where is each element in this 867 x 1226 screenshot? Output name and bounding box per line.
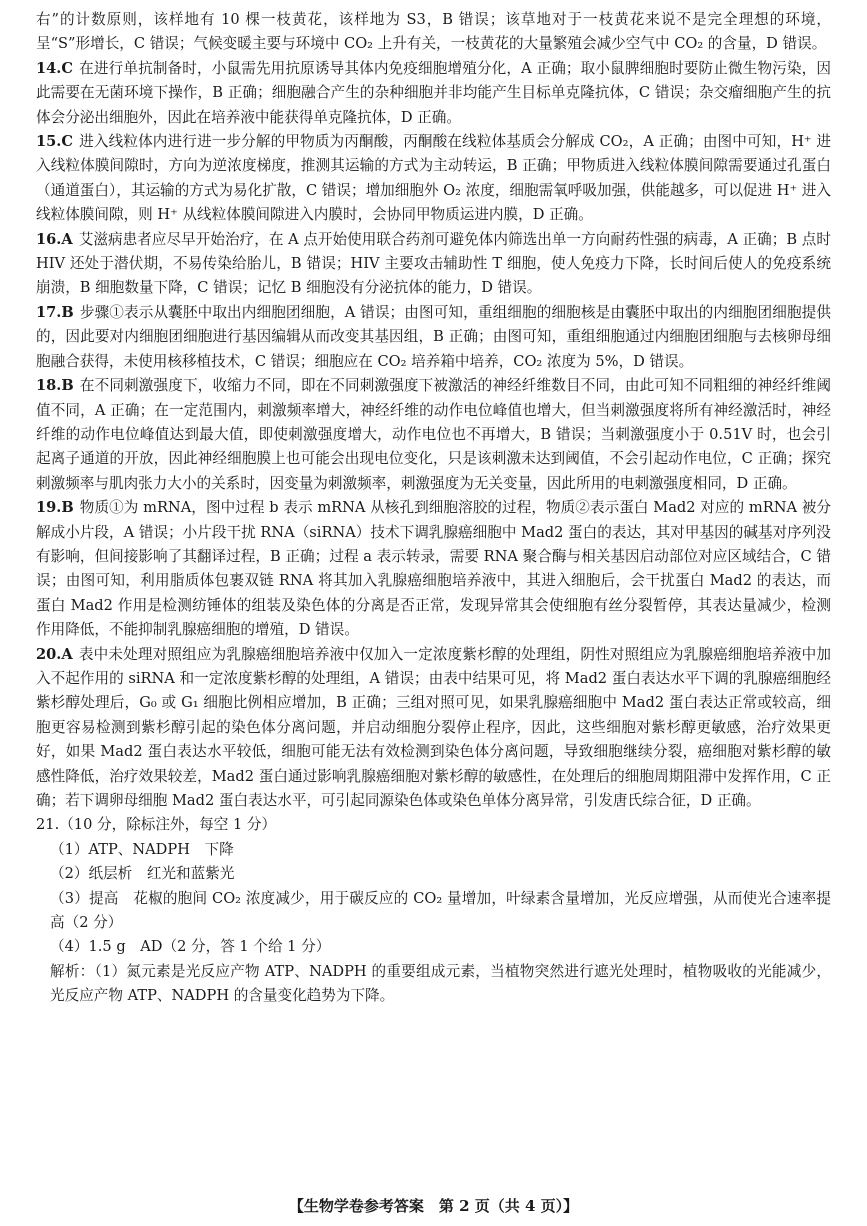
item-explanation: 表中未处理对照组应为乳腺癌细胞培养液中仅加入一定浓度紫杉醇的处理组，阴性对照组应为乳腺癌细胞培养液中加入不起作用的 siRNA 和一定浓度紫杉醇的处理组，A 错误；由表中结果可见，将 Mad2 蛋白表达水平下调的乳腺癌细胞经紫杉醇处理后，G₀ 或 G₁ 细胞比例相应增加，B 正确；三组对照可见，如果乳腺癌细胞中 Mad2 蛋白表达正常或较高，细胞更容易检测到紫杉醇引起的染色体分离问题，并启动细胞分裂停止程序，因此，这些细胞对紫杉醇更敏感，治疗效果更好，如果 Mad2 蛋白表达水平较低，细胞可能无法有效检测到染色体分离问题，导致细胞继续分裂，癌细胞对紫杉醇的敏感性降低，治疗效果较差，Mad2 蛋白通过影响乳腺癌细胞对紫杉醇的敏感性，在处理后的细胞周期阻滞中发挥作用，C 正确；若下调卵母细胞 Mad2 蛋白表达水平，可引起同源染色体或染色单体分离异常，引发唐氏综合征，D 正确。: [36, 645, 831, 809]
item-19: [36, 496, 831, 642]
item-number: 20.: [36, 645, 62, 663]
item-answer: A: [61, 645, 73, 663]
item-14: [36, 57, 831, 130]
continuation-text: 右”的计数原则，该样地有 10 棵一枝黄花，该样地为 S3，B 错误；该草地对于一枝黄花来说不是完全理想的环境，呈“S”形增长，C 错误；气候变暖主要与环境中 CO₂ 上升有关，一枝黄花的大量繁殖会减少空气中 CO₂ 的含量，D 错误。: [36, 11, 831, 53]
item-answer: C: [61, 59, 74, 77]
item-number: 16.: [36, 230, 62, 248]
q21-header: 21.（10 分，除标注外，每空 1 分）: [36, 816, 277, 834]
item-answer: C: [61, 133, 74, 151]
item-answer: A: [61, 230, 73, 248]
item-21: [36, 813, 831, 1008]
item-number: 17.: [36, 303, 62, 321]
item-18: [36, 374, 831, 496]
item-explanation: 艾滋病患者应尽早开始治疗，在 A 点开始使用联合药剂可避免体内筛选出单一方向耐药性强的病毒，A 正确；B 点时 HIV 还处于潜伏期，不易传染给胎儿，B 错误；HIV 主要攻击辅助性 T 细胞，使人免疫力下降，长时间后使人的免疫系统崩溃，B 细胞数量下降，C 错误；记忆 B 细胞没有分泌抗体的能力，D 错误。: [36, 230, 831, 297]
item-explanation: 进入线粒体内进行进一步分解的甲物质为丙酮酸，丙酮酸在线粒体基质会分解成 CO₂，A 正确；由图中可知，H⁺ 进入线粒体膜间隙时，方向为逆浓度梯度，推测其运输的方式为主动转运，B 正确；甲物质进入线粒体膜间隙需要通过孔蛋白（通道蛋白），其运输的方式为易化扩散，C 错误；增加细胞外 O₂ 浓度，细胞需氧呼吸加强，供能越多，可以促进 H⁺ 进入线粒体膜间隙，则 H⁺ 从线粒体膜间隙进入内膜时，会协同甲物质运进内膜，D 正确。: [36, 133, 831, 224]
item-answer: B: [61, 499, 74, 517]
q21-answer-3: （3）提高 花椒的胞间 CO₂ 浓度减少，用于碳反应的 CO₂ 量增加，叶绿素含量增加，光反应增强，从而使光合速率提高（2 分）: [50, 889, 831, 932]
item-number: 18.: [36, 377, 62, 395]
item-17: [36, 301, 831, 374]
item-answer: B: [61, 303, 74, 321]
page-footer: 【生物学卷参考答案 第 2 页（共 4 页）】: [288, 1196, 579, 1215]
q21-answer-4: （4）1.5 g AD（2 分，答 1 个给 1 分）: [50, 938, 331, 956]
item-explanation: 步骤①表示从囊胚中取出内细胞团细胞，A 错误；由图可知，重组细胞的细胞核是由囊胚中取出的内细胞团细胞提供的，因此要对内细胞团细胞进行基因编辑从而改变其基因组，B 正确；由图可知，重组细胞通过内细胞团细胞与去核卵母细胞融合获得，未使用核移植技术，C 错误；细胞应在 CO₂ 培养箱中培养，CO₂ 浓度为 5%，D 错误。: [36, 303, 831, 370]
item-number: 14.: [36, 59, 62, 77]
item-explanation: 在进行单抗制备时，小鼠需先用抗原诱导其体内免疫细胞增殖分化，A 正确；取小鼠脾细胞时要防止微生物污染，因此需要在无菌环境下操作，B 正确；细胞融合产生的杂种细胞并非均能产生目标单克隆抗体，C 错误；杂交瘤细胞产生的抗体会分泌出细胞外，因此在培养液中能获得单克隆抗体，D 正确。: [36, 59, 831, 126]
item-number: 15.: [36, 133, 62, 151]
q21-analysis: 解析：（1）氮元素是光反应产物 ATP、NADPH 的重要组成元素，当植物突然进行遮光处理时，植物吸收的光能减少，光反应产物 ATP、NADPH 的含量变化趋势为下降。: [50, 962, 831, 1005]
item-explanation: 在不同刺激强度下，收缩力不同，即在不同刺激强度下被激活的神经纤维数目不同，由此可知不同粗细的神经纤维阈值不同，A 正确；在一定范围内，刺激频率增大，神经纤维的动作电位峰值也增大，但当刺激强度将所有神经激活时，神经纤维的动作电位峰值达到最大值，即使刺激强度增大，动作电位也不再增大，B 错误；当刺激强度小于 0.51V 时，也会引起离子通道的开放，因此神经细胞膜上也可能会出现电位变化，只是该刺激未达到阈值，不会引起动作电位，C 正确；探究刺激频率与肌肉张力大小的关系时，因变量为刺激频率，刺激强度为无关变量，因此所用的电刺激强度相同，D 正确。: [36, 377, 831, 492]
item-15: [36, 130, 831, 228]
q21-answer-1: （1）ATP、NADPH 下降: [50, 840, 234, 858]
item-answer: B: [61, 377, 74, 395]
item-20: [36, 643, 831, 814]
q21-answer-2: （2）纸层析 红光和蓝紫光: [50, 865, 235, 883]
item-16: [36, 228, 831, 301]
item-number: 19.: [36, 499, 62, 517]
item-explanation: 物质①为 mRNA，图中过程 b 表示 mRNA 从核孔到细胞溶胶的过程，物质②表示蛋白 Mad2 对应的 mRNA 被分解成小片段，A 错误；小片段干扰 RNA（siRNA）技术下调乳腺癌细胞中 Mad2 蛋白的表达，其对甲基因的碱基对序列没有影响，但间接影响了其翻译过程，B 正确；过程 a 表示转录，需要 RNA 聚合酶与相关基因启动部位对应区域结合，C 错误；由图可知，利用脂质体包裹双链 RNA 将其加入乳腺癌细胞培养液中，其进入细胞后，会干扰蛋白 Mad2 的表达，而蛋白 Mad2 作用是检测纺锤体的组装及染色体的分离是否正常，发现异常其会使细胞有丝分裂暂停，其表达量减少，检测作用降低，不能抑制乳腺癌细胞的增殖，D 错误。: [36, 499, 831, 639]
